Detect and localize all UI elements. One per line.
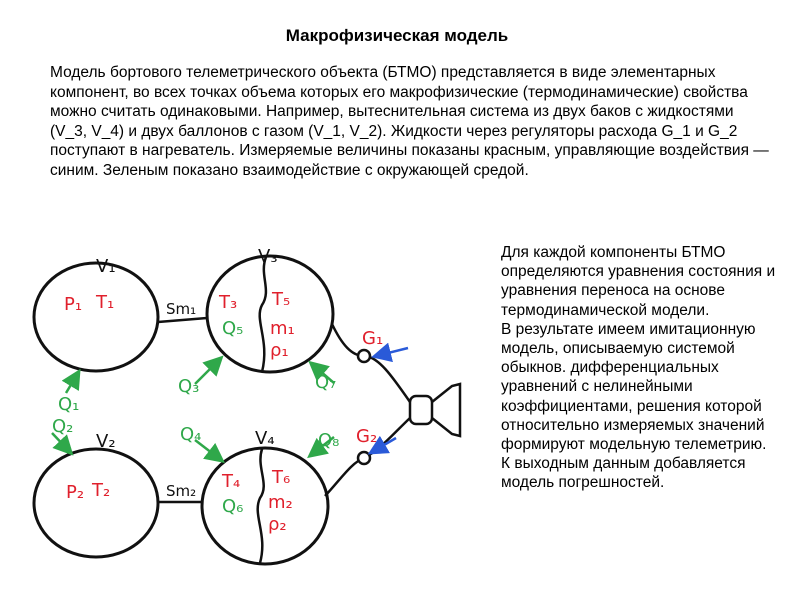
g1-control-arrow (376, 348, 408, 356)
membrane-v4 (258, 449, 264, 563)
label-v1: V₁ (96, 256, 116, 277)
tank-v4 (202, 448, 328, 564)
valve-g1 (358, 350, 370, 362)
pipe-v1-v3 (158, 318, 207, 322)
label-sm1: Sm₁ (166, 300, 197, 318)
label-q3: Q₃ (178, 376, 200, 397)
label-g2: G₂ (356, 426, 378, 447)
label-m1: m₁ (270, 318, 295, 339)
label-t3: T₃ (219, 292, 238, 313)
intro-paragraph: Модель бортового телеметрического объекта (БТМО) представляется в виде элементарных компонент, во всех точках объема которых его макрофизические (термодинамические) свойства можно считать одинаковыми. Например, вытеснительная система из двух баков с жидкостями (V_3, V_4) и двух баллонов с газом (V_1, V_2). Жидкости через регуляторы расхода G_1 и G_2 поступают в нагреватель. Измеряемые величины показаны красным, управляющие воздействия — синим. Зеленым показано взаимодействие с окружающей средой. (50, 64, 769, 179)
label-q7: Q₇ (315, 372, 337, 393)
side-paragraph-2: В результате имеем имитационную модель, описываемую системой обыкнов. дифференциальных уравнений с нелинейными коэффициентами, решения которой относительно измеряемых значений формируют модельную телеметрию. (501, 320, 767, 454)
label-q2: Q₂ (52, 416, 74, 437)
label-m2: m₂ (268, 492, 293, 513)
label-sm2: Sm₂ (166, 482, 197, 500)
label-t2: T₂ (92, 480, 111, 501)
label-t1: T₁ (96, 292, 115, 313)
side-paragraph-3: К выходным данным добавляется модель погрешностей. (501, 455, 746, 492)
valve-g2 (358, 452, 370, 464)
label-rho2: ρ₂ (268, 514, 287, 535)
q1-arrow (66, 373, 78, 393)
label-q1: Q₁ (58, 394, 80, 415)
label-v4: V₄ (255, 428, 275, 449)
label-p2: P₂ (66, 482, 85, 503)
label-rho1: ρ₁ (270, 340, 289, 361)
side-paragraph-1: Для каждой компоненты БТМО определяются уравнения состояния и уравнения переноса на основе термодинамической модели. (501, 244, 776, 319)
tank-v1 (34, 263, 158, 371)
label-q6: Q₆ (222, 496, 244, 517)
label-t4: T₄ (222, 471, 241, 492)
label-q4: Q₄ (180, 424, 202, 445)
heater-nozzle (410, 384, 460, 436)
label-v3: V₃ (258, 246, 278, 267)
membrane-v3 (260, 257, 266, 372)
label-g1: G₁ (362, 328, 384, 349)
label-q8: Q₈ (318, 430, 340, 451)
label-p1: P₁ (64, 294, 83, 315)
label-t6: T₆ (272, 467, 291, 488)
label-q5: Q₅ (222, 318, 244, 339)
label-v2: V₂ (96, 431, 116, 452)
label-t5: T₅ (272, 289, 291, 310)
page-title: Макрофизическая модель (285, 26, 509, 45)
tank-v2 (34, 449, 158, 557)
